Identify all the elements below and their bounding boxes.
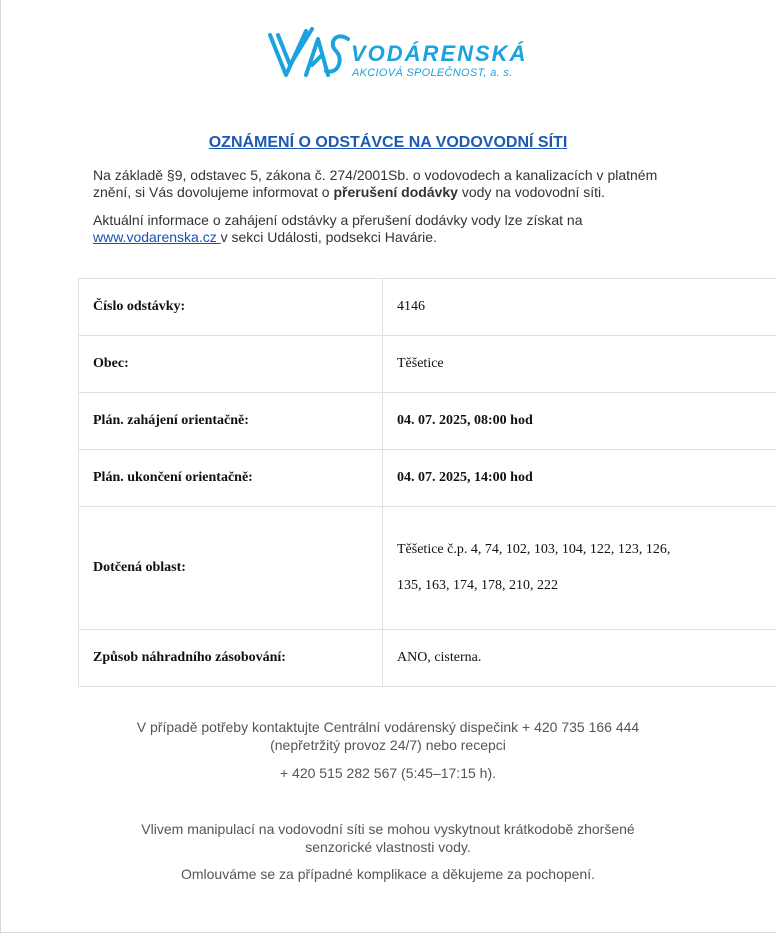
info-paragraph <box>93 212 683 246</box>
outage-number-value: 4146 <box>383 279 776 336</box>
municipality-label: Obec: <box>79 336 383 393</box>
affected-area-label: Dotčená oblast: <box>79 507 383 630</box>
contact-line-3: + 420 515 282 567 (5:45–17:15 h). <box>279 765 496 781</box>
company-logo <box>266 25 528 87</box>
replacement-supply-label: Způsob náhradního zásobování: <box>79 630 383 687</box>
table-row <box>79 279 776 336</box>
outage-number-label: Číslo odstávky: <box>79 279 383 336</box>
contact-info <box>100 718 676 754</box>
quality-line-1: Vlivem manipulací na vodovodní síti se mohou vyskytnout krátkodobě zhoršené <box>141 821 635 837</box>
info-text-1: Aktuální informace o zahájení odstávky a přerušení dodávky vody lze získat na <box>93 212 583 228</box>
contact-line-1: V případě potřeby kontaktujte Centrální vodárenský dispečink + 420 735 166 444 <box>136 719 640 735</box>
planned-start-label: Plán. zahájení orientačně: <box>79 393 383 450</box>
intro-emphasis: přerušení dodávky <box>333 184 458 200</box>
affected-area-line-2: 135, 163, 174, 178, 210, 222 <box>397 578 558 593</box>
notice-title: OZNÁMENÍ O ODSTÁVCE NA VODOVODNÍ SÍTI <box>208 134 568 151</box>
water-quality-note <box>100 820 676 856</box>
info-text-2: v sekci Události, podsekci Havárie. <box>220 229 437 245</box>
municipality-value: Těšetice <box>383 336 776 393</box>
affected-area-line-1: Těšetice č.p. 4, 74, 102, 103, 104, 122, 123, 126, <box>397 542 671 557</box>
apology-line: Omlouváme se za případné komplikace a děkujeme za pochopení. <box>180 866 595 882</box>
table-row <box>79 336 776 393</box>
notice-intro <box>93 167 683 246</box>
logo-subtitle: AKCIOVÁ SPOLEČNOST, a. s. <box>352 67 513 79</box>
affected-area-value <box>383 507 776 630</box>
outage-details-table <box>78 278 776 687</box>
apology-note <box>100 865 676 883</box>
contact-reception <box>100 764 676 782</box>
intro-text-2: vody na vodovodní síti. <box>457 184 606 200</box>
table-row <box>79 450 776 507</box>
website-link[interactable]: www.vodarenska.cz <box>93 229 221 245</box>
intro-text-1: Na základě §9, odstavec 5, zákona č. 274/2001Sb. o vodovodech a kanalizacích v platném znění, si Vás dovolujeme informovat o <box>93 167 658 200</box>
page-border-bottom <box>0 932 776 933</box>
contact-line-2: (nepřetržitý provoz 24/7) nebo recepci <box>270 737 506 753</box>
table-row <box>79 393 776 450</box>
intro-paragraph <box>93 167 683 201</box>
planned-start-value: 04. 07. 2025, 08:00 hod <box>383 393 776 450</box>
quality-line-2: senzorické vlastnosti vody. <box>305 839 471 855</box>
vas-logo-mark-icon <box>266 25 350 87</box>
replacement-supply-value: ANO, cisterna. <box>383 630 776 687</box>
planned-end-label: Plán. ukončení orientačně: <box>79 450 383 507</box>
planned-end-value: 04. 07. 2025, 14:00 hod <box>383 450 776 507</box>
logo-wordmark: VODÁRENSKÁ <box>351 41 528 66</box>
table-row <box>79 630 776 687</box>
table-row <box>79 507 776 630</box>
